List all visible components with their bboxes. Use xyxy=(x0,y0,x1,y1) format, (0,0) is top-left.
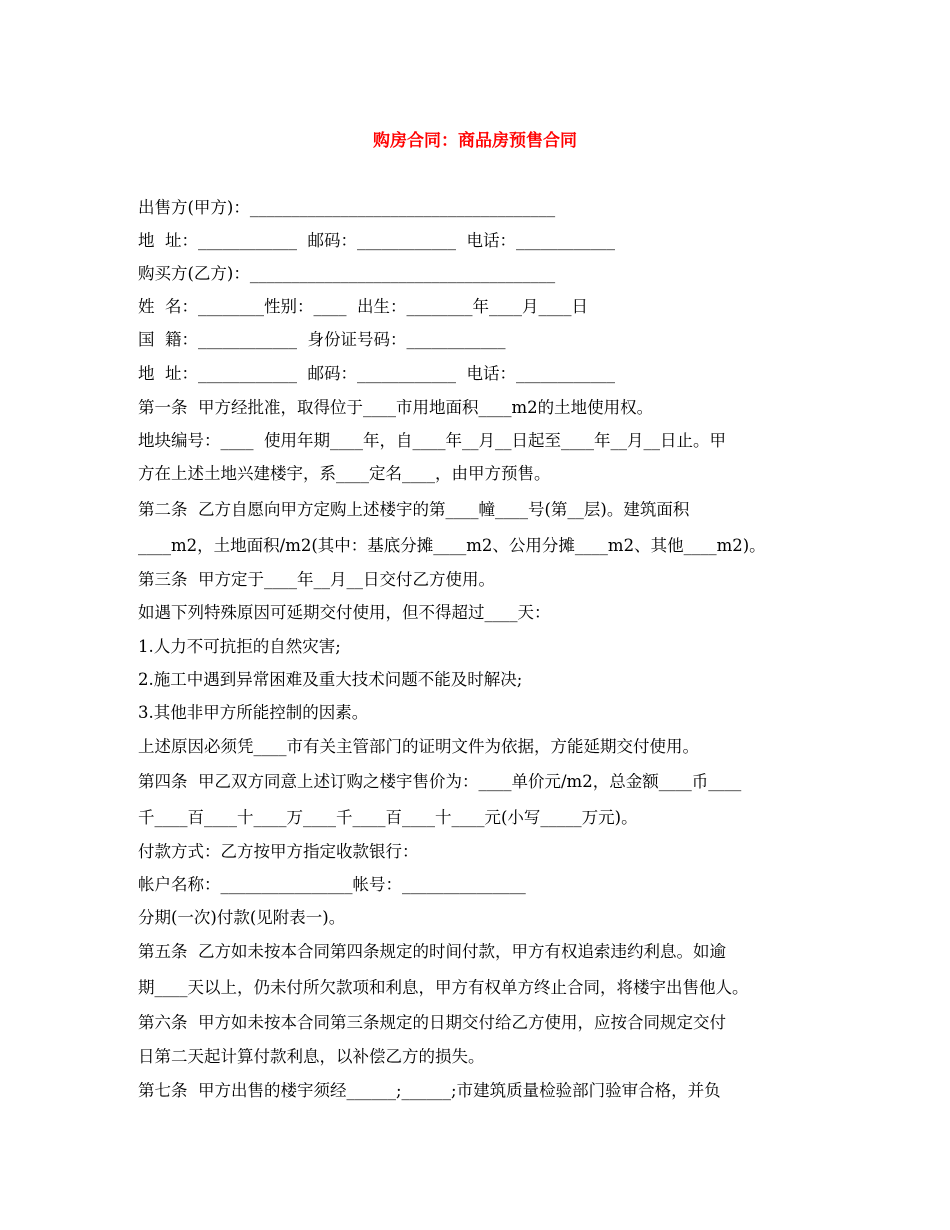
delay-reason-1: 1.人力不可抗拒的自然灾害; xyxy=(138,637,341,656)
seller-line: 出售方(甲方)：_____________________________________ xyxy=(138,198,556,217)
article-4-line-1: 第四条 甲乙双方同意上述订购之楼宇售价为：____单价元/m2，总金额____币____ xyxy=(138,772,742,791)
account-line: 帐户名称：________________帐号：_______________ xyxy=(138,875,526,894)
buyer-line: 购买方(乙方)：_____________________________________ xyxy=(138,264,556,283)
buyer-name-line: 姓 名：________性别：____ 出生：________年____月____日 xyxy=(138,297,588,316)
buyer-nationality-line: 国 籍：____________ 身份证号码：____________ xyxy=(138,330,506,349)
article-5-line-2: 期____天以上，仍未付所欠款项和利息，甲方有权单方终止合同，将楼宇出售他人。 xyxy=(138,978,749,997)
installment-line: 分期(一次)付款(见附表一)。 xyxy=(138,908,346,927)
article-2-line-2: ____m2，土地面积/m2(其中：基底分摊____m2、公用分摊____m2、其他____m2)。 xyxy=(138,536,766,555)
article-5-line-1: 第五条 乙方如未按本合同第四条规定的时间付款，甲方有权追索违约利息。如逾 xyxy=(138,942,726,961)
article-2-line-1: 第二条 乙方自愿向甲方定购上述楼宇的第____幢____号(第__层)。建筑面积 xyxy=(138,500,690,519)
article-6-line-1: 第六条 甲方如未按本合同第三条规定的日期交付给乙方使用，应按合同规定交付 xyxy=(138,1013,726,1032)
document-title: 购房合同：商品房预售合同 xyxy=(373,131,577,151)
article-1-line-3: 方在上述土地兴建楼宇，系____定名____，由甲方预售。 xyxy=(138,464,551,483)
delay-reason-2: 2.施工中遇到异常困难及重大技术问题不能及时解决; xyxy=(138,670,523,689)
article-7-line-1: 第七条 甲方出售的楼宇须经______;______;市建筑质量检验部门验审合格，并负 xyxy=(138,1081,721,1100)
article-6-line-2: 日第二天起计算付款利息，以补偿乙方的损失。 xyxy=(138,1047,485,1066)
article-4-line-2: 千____百____十____万____千____百____十____元(小写_____万元)。 xyxy=(138,808,638,827)
article-3-line-1: 第三条 甲方定于____年__月__日交付乙方使用。 xyxy=(138,570,495,589)
article-3-line-2: 如遇下列特殊原因可延期交付使用，但不得超过____天： xyxy=(138,603,551,622)
payment-method-line: 付款方式：乙方按甲方指定收款银行： xyxy=(138,842,419,861)
article-1-line-1: 第一条 甲方经批准，取得位于____市用地面积____m2的土地使用权。 xyxy=(138,398,654,417)
delay-reason-3: 3.其他非甲方所能控制的因素。 xyxy=(138,703,369,722)
buyer-address-line: 地 址：____________ 邮码：____________ 电话：____________ xyxy=(138,364,615,383)
seller-address-line: 地 址：____________ 邮码：____________ 电话：____________ xyxy=(138,231,615,250)
article-1-line-2: 地块编号：____ 使用年期____年，自____年__月__日起至____年__月__日止。甲 xyxy=(138,431,726,450)
delay-proof-line: 上述原因必须凭____市有关主管部门的证明文件为依据，方能延期交付使用。 xyxy=(138,737,699,756)
